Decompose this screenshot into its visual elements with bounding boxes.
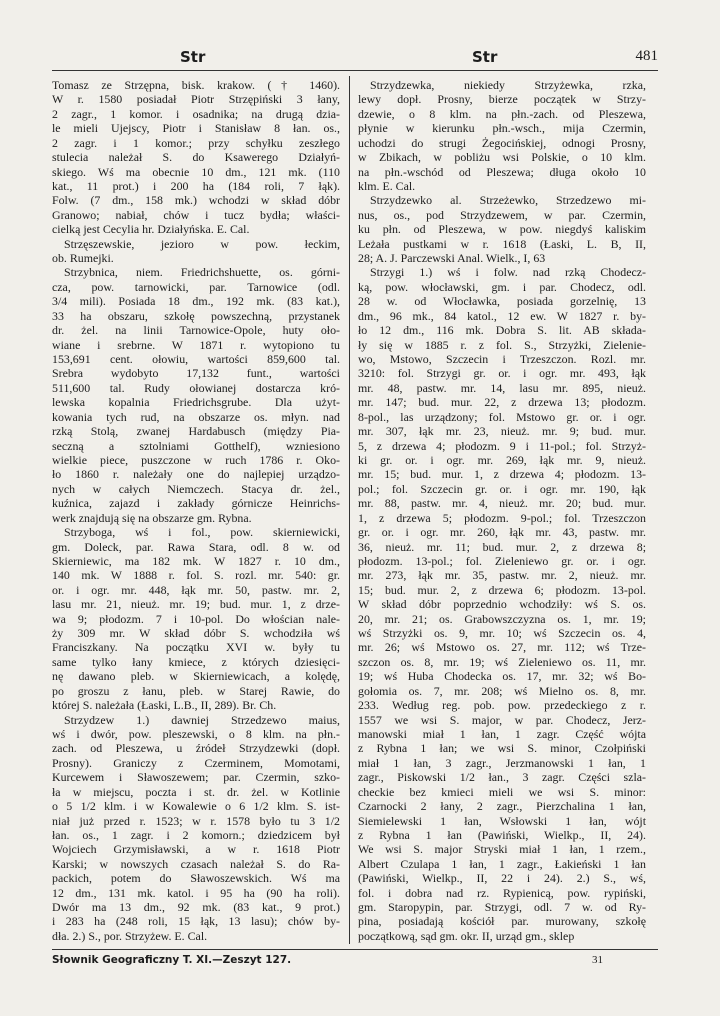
text-line: ły się w 1885 r. z fol. S., Strzyżki, Zielenie- xyxy=(358,337,646,352)
text-line: 20, mr. 21; os. Grabowszczyzna os. 1, mr. 19; xyxy=(358,611,646,626)
text-line: gm. Staroрypin, par. Strzygi, odl. 7 w. od Ry- xyxy=(358,900,646,915)
text-line: 3/4 mili). Posiada 18 dm., 192 mk. (83 kat.), xyxy=(52,294,340,309)
text-line: nę dawano pleb. w Skierniewicach, a kolędę, xyxy=(52,669,340,684)
text-line: lewska kopalnia Friedrichsgrube. Dla użyt- xyxy=(52,395,340,410)
text-line: z Rybna 1 łan; we wsi S. minor, Czołpiński xyxy=(358,741,646,756)
dictionary-page xyxy=(52,40,658,980)
text-line: Siemielewski 1 łan, Wsłowski 1 łan, wójt xyxy=(358,813,646,828)
text-line: na płn.-wschód od Pleszewa; długa około 10 xyxy=(358,164,646,179)
text-line: mr. 88, pastw. mr. 4, nieuż. mr. 20; bud. mur. xyxy=(358,496,646,511)
text-line: wielkie piece, puszczone w ruch 1786 r. Oko- xyxy=(52,452,340,467)
text-line: 1557 we wsi S. major, w par. Chodecz, Jerz- xyxy=(358,712,646,727)
text-line: werk znajdują się na obszarze gm. Rybna. xyxy=(52,510,252,525)
text-line: ży 309 mr. W skład dóbr S. wchodziła wś xyxy=(52,626,340,641)
text-line: po groszu z łanu, pleb. w Starej Rawie, do xyxy=(52,683,340,698)
text-line: Prosny). Graniczy z Czerminem, Momotami, xyxy=(52,755,340,770)
text-line: 233. Według reg. pob. pow. przedeckiego z r. xyxy=(358,698,646,713)
text-line: Kurcewem i Sławoszewem; par. Czermin, szko- xyxy=(52,770,340,785)
text-line: seczną a sztolniami Gotthelf), wzniesiono xyxy=(52,438,340,453)
text-line: W skład dóbr poprzednio wchodziły: wś S. os. xyxy=(358,597,646,612)
text-line: Karski; w nowszych czasach należał S. do Ra- xyxy=(52,856,340,871)
text-line: kowania tych rud, na obszarze os. młyn. nad xyxy=(52,409,340,424)
text-line: le mieli Ujejscy, Piotr i Stanisław 8 łan. os., xyxy=(52,121,340,136)
text-line: dzewie, o 8 klm. na płn.-zach. od Pleszewa, xyxy=(358,106,646,121)
text-line: Strzydzewka, niekiedy Strzyżewka, rzka, xyxy=(370,78,646,92)
text-line: Wojciech Grzymisławski, a w r. 1618 Piotr xyxy=(52,842,340,857)
running-header-right: Str xyxy=(472,48,498,66)
text-line: Skierniewic, ma 182 mk. W 1827 r. 10 dm., xyxy=(52,553,340,568)
page-number: 481 xyxy=(635,48,658,64)
text-line: mr. 48, pastw. mr. 14, lasu mr. 895, nieuż. xyxy=(358,380,646,395)
text-line: kuźnica, zajazd i zakłady górnicze Heinrichs- xyxy=(52,496,340,511)
text-line: uchodzi do strugi Żegocińskiej, odnogi Prosny, xyxy=(358,135,646,150)
text-line: mr. 273, łąk mr. 35, pastw. mr. 2, nieuż. mr. xyxy=(358,568,646,583)
text-line: o 5 1/2 klm. i w Kowalewie o 6 1/2 klm. S. ist- xyxy=(52,799,340,814)
text-line: szczon os. 8, mr. 19; wś Zieleniewo os. 11, mr. xyxy=(358,654,646,669)
text-line: skiego. Wś ma obecnie 10 dm., 121 mk. (110 xyxy=(52,164,340,179)
text-line: Strzęszewskie, jezioro w pow. łeckim, xyxy=(64,236,340,251)
text-line: 12 dm., 131 mk. katol. i 95 ha (90 ha roli). xyxy=(52,885,340,900)
text-line: płynie w kierunku płn.-wsch., mija Czermin, xyxy=(358,121,646,136)
text-line: ła w miejscu, poczta i st. dr. żel. w Kotlinie xyxy=(52,784,340,799)
text-line: 153,691 cent. ołowiu, wartości 859,600 tal. xyxy=(52,352,340,367)
text-line: lasu mr. 21, nieuż. mr. 19; bud. mur. 1, z drze- xyxy=(52,597,340,612)
text-line: cza, pow. tarnowicki, par. Tarnowice (odl. xyxy=(52,279,340,294)
text-line: wo, Mstowo, Szczecin i Trzeszczon. Rozl. mr. xyxy=(358,352,646,367)
left-column xyxy=(52,78,340,948)
text-line: zagr., Piskowski 1/2 łan., 3 zagr. Części szla- xyxy=(358,770,646,785)
text-line: We wsi S. major Stryski miał 1 łan, 1 rzem., xyxy=(358,842,646,857)
text-line: or. i ogr. mr. 448, łąk mr. 50, pastw. mr. 2, xyxy=(52,582,340,597)
text-line: checkie bez kmieci mieli we wsi S. minor: xyxy=(358,784,646,799)
footer-rule xyxy=(52,949,658,950)
text-line: wa 9; płodozm. 7 i 10-pol. Do włościan nale- xyxy=(52,611,340,626)
text-line: W r. 1580 posiadał Piotr Strzępiński 3 łany, xyxy=(52,92,340,107)
text-line: gm. Doleck, par. Rawa Stara, odl. 8 w. od xyxy=(52,539,340,554)
text-line: gołomia os. 7, mr. 208; wś Mielno os. 8, mr. xyxy=(358,683,646,698)
text-line: mr. 307, łąk mr. 23, nieuż. mr. 9; bud. mur. xyxy=(358,424,646,439)
text-line: wś i dwór, pow. pleszewski, o 8 klm. na płn.- xyxy=(52,726,340,741)
text-line: Czarnocki 2 łany, 2 zagr., Pierzchalina 1 łan, xyxy=(358,799,646,814)
text-line: ku płn. od Pleszewa, w pow. niegdyś kaliskim xyxy=(358,222,646,237)
text-line: dm., 96 mk., 84 katol., 12 ew. W 1827 r. by- xyxy=(358,308,646,323)
text-line: zach. od Pleszewa, u źródeł Strzydzewki (dopł. xyxy=(52,741,340,756)
text-line: mr. 147; bud. mur. 22, z drzewa 13; płodozm. xyxy=(358,395,646,410)
text-line: kat., 11 prot.) i 200 ha (184 roli, 7 łąk). xyxy=(52,178,340,193)
text-line: packich, potem do Sławoszewskich. Wś ma xyxy=(52,871,340,886)
text-line: pol.; fol. Szczecin gr. or. i ogr. mr. 190, łąk xyxy=(358,481,646,496)
text-line: Dwór ma 13 dm., 92 mk. (83 kat., 9 prot.) xyxy=(52,900,340,915)
text-line: w Zbikach, w pobliżu wsi Polskie, o 10 klm. xyxy=(358,150,646,165)
text-line: Franciszkany. Na początku XVI w. były tu xyxy=(52,640,340,655)
text-line: Strzydzew 1.) dawniej Strzedzewo maius, xyxy=(64,712,340,727)
text-line: Strzybnica, niem. Friedrichshuette, os. górni- xyxy=(64,265,340,280)
text-line: wś Strzyżki os. 9, mr. 10; wś Szczecin os. 4, xyxy=(358,626,646,641)
text-line: 36, nieuż. mr. 11; bud. mur. 2, z drzewa 8; xyxy=(358,539,646,554)
text-line: 1, z drzewa 5; płodozm. 9-pol.; fol. Trzeszczon xyxy=(358,510,646,525)
text-line: pina, posiadają kościół par. murowany, szkołę xyxy=(358,914,646,929)
text-line: Strzydzewko al. Strzeżewko, Strzedzewo mi- xyxy=(370,193,646,208)
text-line: 28; A. J. Parczewski Anal. Wielk., I, 63 xyxy=(358,251,546,266)
text-line: 8-pol., las urządzony; fol. Mstowo gr. or. i ogr. xyxy=(358,409,646,424)
text-line: manowski miał 1 łan, 1 zagr. Część wójta xyxy=(358,726,646,741)
footer-signature: 31 xyxy=(592,954,603,966)
text-line: 33 ha obszaru, szkołę powszechną, przystanek xyxy=(52,308,340,323)
text-line: lewy dopł. Prosny, bierze początek w Strzy- xyxy=(358,92,646,107)
text-line: 2 zagr. i 1 komor.; przy schyłku zeszłego xyxy=(52,135,340,150)
text-line: dr. żel. na linii Tarnowice-Opole, huty oło- xyxy=(52,323,340,338)
text-line: gr. or. i ogr. mr. 260, łąk mr. 43, pastw. mr. xyxy=(358,525,646,540)
text-line: i 283 ha (248 roli, 15 łąk, 13 lasu); chów by- xyxy=(52,914,340,929)
text-line: 5, z drzewa 4; płodozm. 9 i 11-pol.; fol. Strzyż- xyxy=(358,438,646,453)
text-line: płodozm. 13-pol.; fol. Zieleniewo gr. or. i ogr. xyxy=(358,553,646,568)
text-line: 15; bud. mur. 2, z drzewa 6; płodozm. 13-pol. xyxy=(358,582,646,597)
text-line: (Pawiński, Wielkp., II, 22 i 24). 2.) S., wś, xyxy=(358,871,646,886)
text-line: 28 w. od Włocławka, posiada gorzelnię, 13 xyxy=(358,294,646,309)
text-line: Strzygi 1.) wś i folw. nad rzką Chodecz- xyxy=(370,265,646,280)
right-column xyxy=(358,78,646,948)
text-line: niał już przed r. 1523; w r. 1578 było tu 3 1/2 xyxy=(52,813,340,828)
text-line: nych w całych Niemczech. Stacya dr. żel., xyxy=(52,481,340,496)
header-rule xyxy=(52,70,658,71)
text-line: ob. Rumejki. xyxy=(52,251,114,266)
column-divider xyxy=(349,76,350,944)
text-line: 511,600 tal. Rudy ołowianej dostarcza kró- xyxy=(52,380,340,395)
text-line: ki gr. or. i ogr. mr. 269, łąk mr. 9, nieuż. xyxy=(358,452,646,467)
text-line: 19; wś Huba Chodecka os. 17, mr. 32; wś Bo- xyxy=(358,669,646,684)
text-line: mr. 15; bud. mur. 1, z drzewa 4; płodozm. 13- xyxy=(358,467,646,482)
text-line: której S. należała (Łaski, L.B., II, 289). Br. Ch. xyxy=(52,698,277,713)
text-line: początkową, sąd gm. okr. II, urząd gm., sklep xyxy=(358,928,575,943)
text-line: ką, pow. włocławski, gm. i par. Chodecz, odl. xyxy=(358,279,646,294)
text-line: dła. 2.) S., por. Strzyżew. E. Cal. xyxy=(52,928,208,943)
text-line: ło 12 dm., 116 mk. Dobra S. lit. AB składa- xyxy=(358,323,646,338)
running-header-left: Str xyxy=(180,48,206,66)
text-line: Srebra wydobyto 17,132 funt., wartości xyxy=(52,366,340,381)
text-line: z Rybna 1 łan (Pawiński, Wielkp., II, 24). xyxy=(358,827,646,842)
text-line: Leżała pustkami w r. 1618 (Łaski, L. B, II, xyxy=(358,236,646,251)
text-line: klm. E. Cal. xyxy=(358,178,416,193)
text-line: ło 1860 r. należały one do najlepiej urządzo- xyxy=(52,467,340,482)
footer-title: Słownik Geograficzny T. XI.—Zeszyt 127. xyxy=(52,954,292,966)
text-line: wiane i srebrne. W 1871 r. wytopiono tu xyxy=(52,337,340,352)
text-line: 2 zagr., 1 komor. i osadnika; na drugą dzia- xyxy=(52,106,340,121)
text-line: nus, os., pod Strzydzewem, w par. Czermin, xyxy=(358,207,646,222)
text-line: Strzyboga, wś i fol., pow. skierniewicki, xyxy=(64,525,340,540)
text-line: Tomasz ze Strzępna, bisk. krakow. († 1460). xyxy=(52,78,340,92)
text-line: stulecia należał S. do Ksawerego Działyń- xyxy=(52,150,340,165)
text-line: same tylko łany kmiece, z których dziesięci- xyxy=(52,654,340,669)
text-line: 3210: fol. Strzygi gr. or. i ogr. mr. 493, łąk xyxy=(358,366,646,381)
text-line: cielką jest Cecylia hr. Działyńska. E. Cal. xyxy=(52,222,250,237)
text-line: łan. os., 1 zagr. i 2 komorn.; dziedzicem był xyxy=(52,827,340,842)
text-line: 140 mk. W 1888 r. fol. S. rozl. mr. 540: gr. xyxy=(52,568,340,583)
text-line: Folw. (7 dm., 158 mk.) wchodzi w skład dóbr xyxy=(52,193,340,208)
text-line: Granowo; nabiał, chów i tucz bydła; właści- xyxy=(52,207,340,222)
text-line: Albert Czulapa 1 łan, 1 zagr., Łakieński 1 łan xyxy=(358,856,646,871)
text-line: miał 1 łan, 3 zagr., Jerzmanowski 1 łan, 1 xyxy=(358,755,646,770)
text-line: fol. i dobra nad rz. Rypienicą, pow. rypiński, xyxy=(358,885,646,900)
text-line: mr. 26; wś Mstowo os. 27, mr. 112; wś Trze- xyxy=(358,640,646,655)
text-line: rzką Stolą, zwanej Hardabusch (między Pia- xyxy=(52,424,340,439)
